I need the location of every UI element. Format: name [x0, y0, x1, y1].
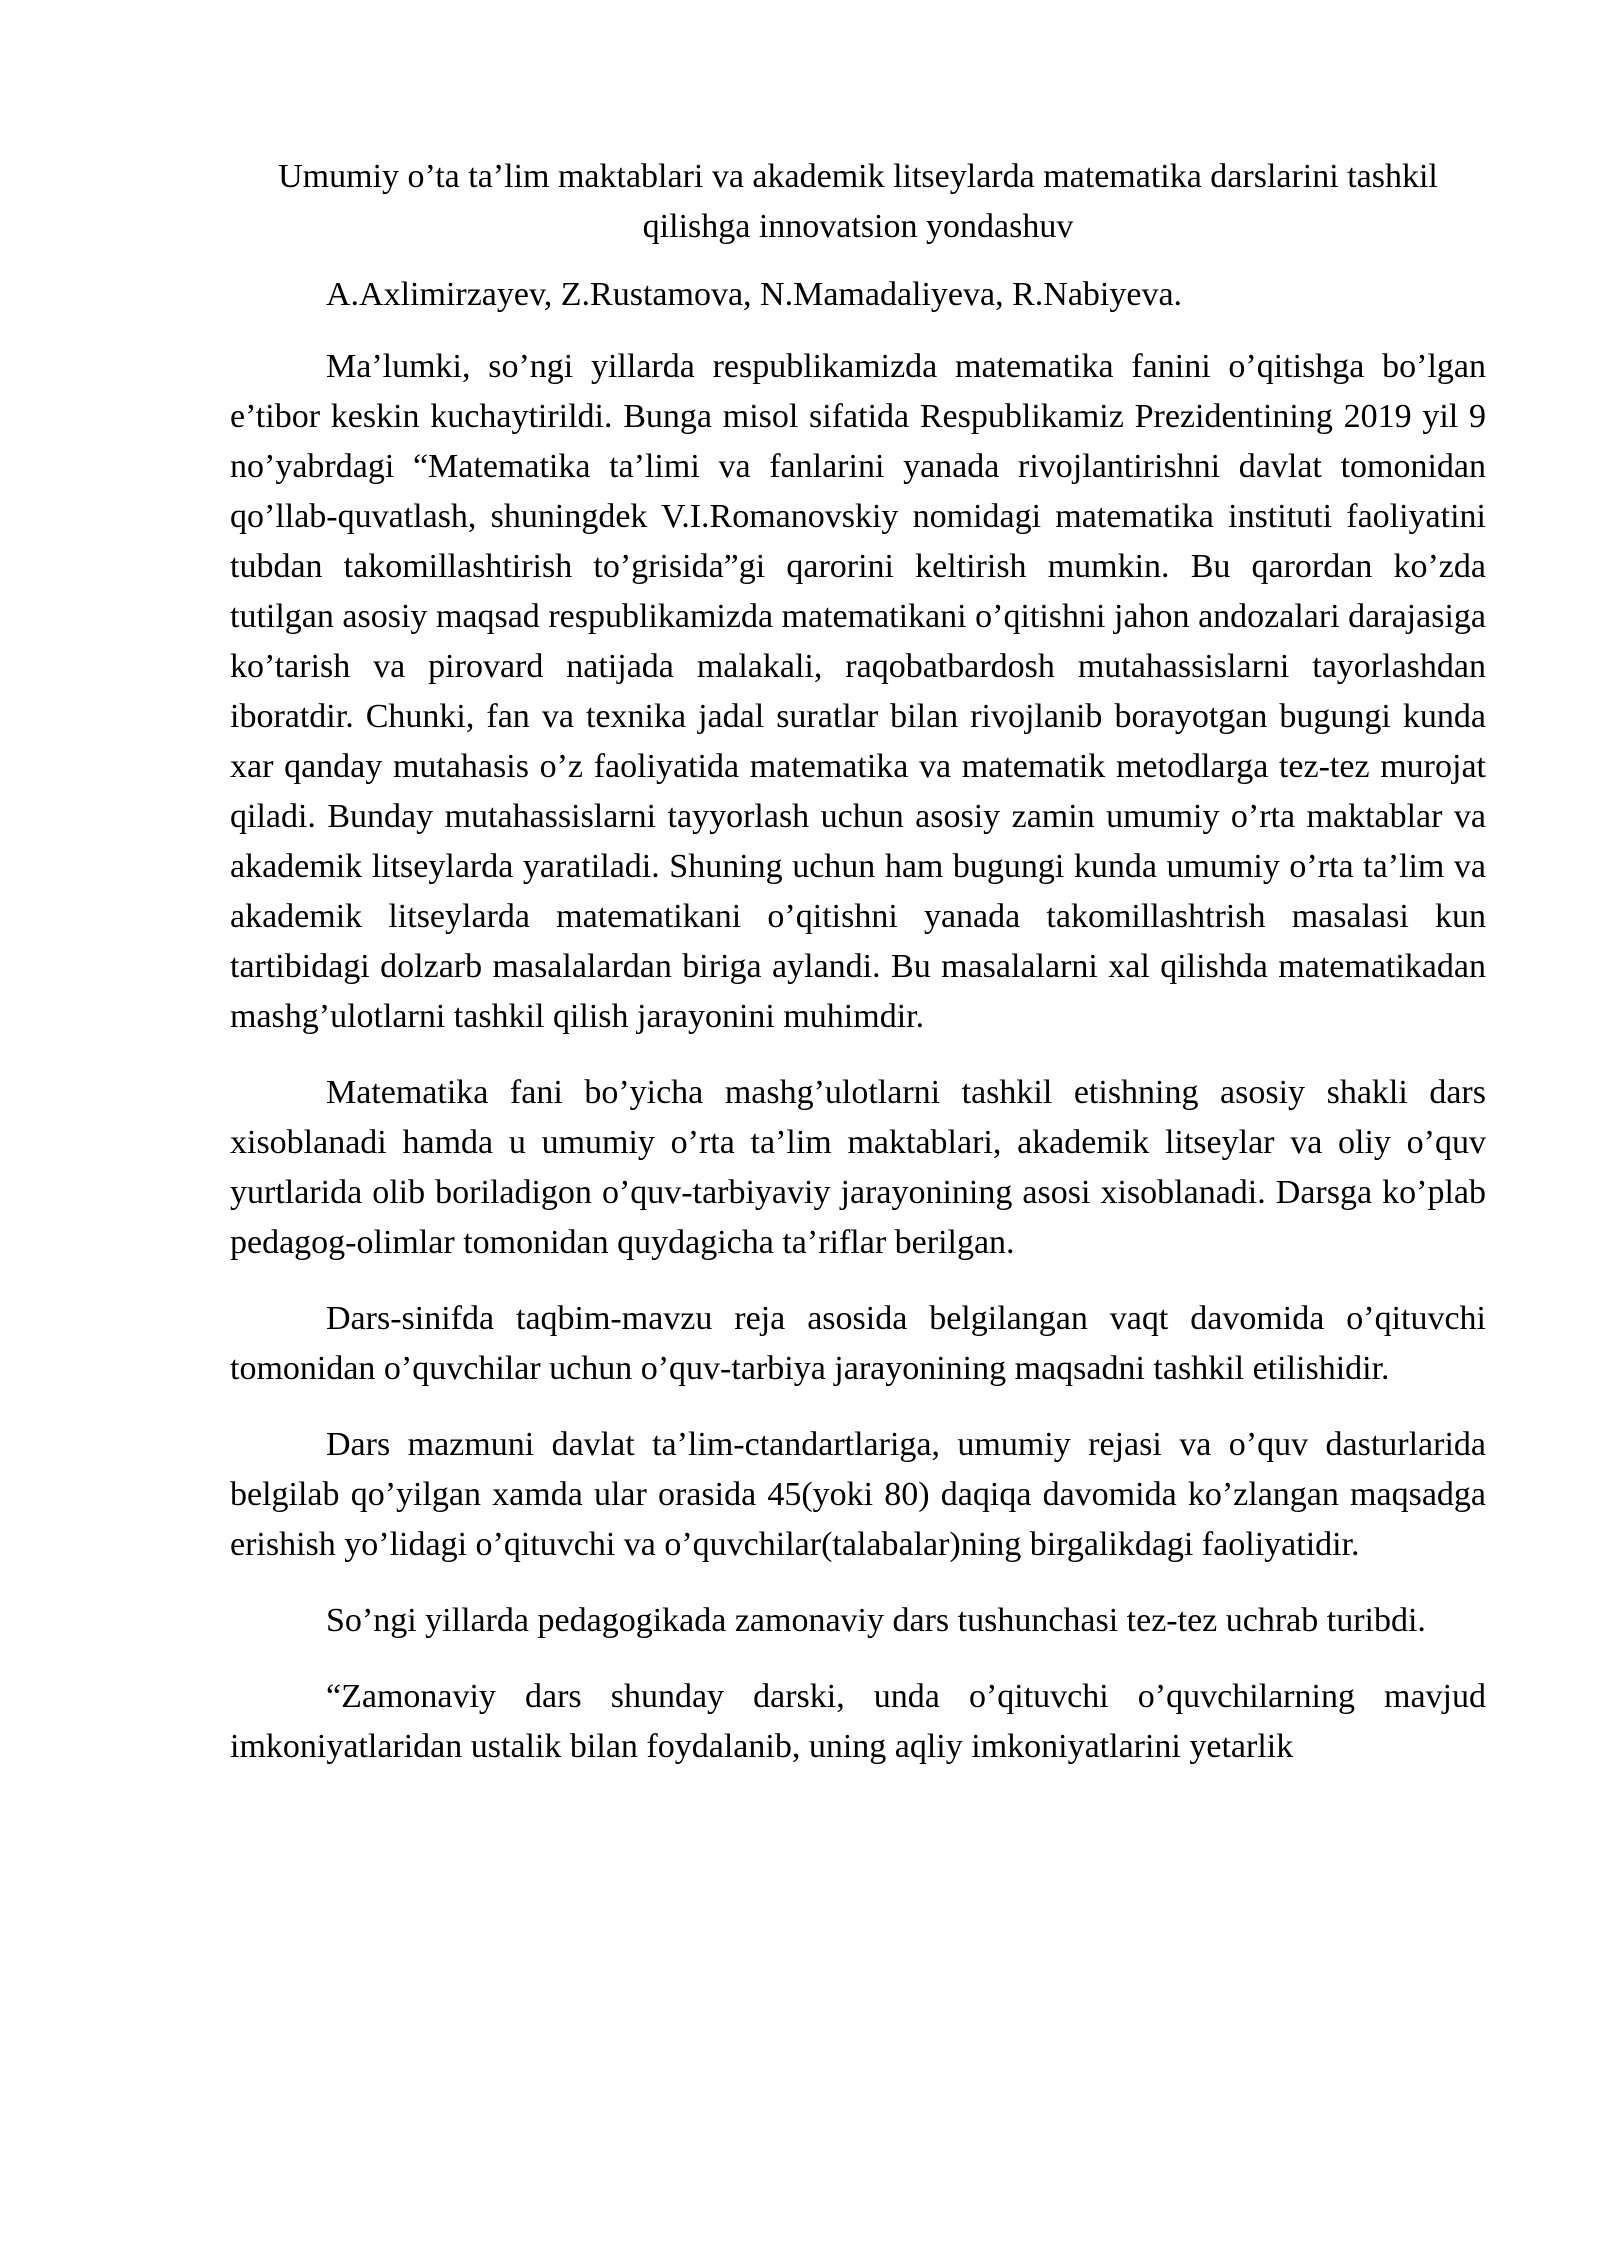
document-title: Umumiy o’ta ta’lim maktablari va akademik litseylarda matematika darslarini tashkil qilishga innovatsion yondashuv	[278, 158, 1438, 245]
document-content	[230, 152, 1486, 1772]
paragraph-5: So’ngi yillarda pedagogikada zamonaviy dars tushunchasi tez-tez uchrab turibdi.	[326, 1602, 1426, 1639]
paragraph-1: Ma’lumki, so’ngi yillarda respublikamizda matematika fanini o’qitishga bo’lgan e’tibor keskin kuchaytirildi. Bunga misol sifatida Respublikamiz Prezidentining 2019 yil 9 no’yabrdagi “Matematika ta’limi va fanlarini yanada rivojlantirishni davlat tomonidan qo’llab-quvatlash, shuningdek V.I.Romanovskiy nomidagi matematika instituti faoliyatini tubdan takomillashtirish to’grisida”gi qarorini keltirish mumkin. Bu qarordan ko’zda tutilgan asosiy maqsad respublikamizda matematikani o’qitishni jahon andozalari darajasiga ko’tarish va pirovard natijada malakali, raqobatbardosh mutahassislarni tayorlashdan iboratdir. Chunki, fan va texnika jadal suratlar bilan rivojlanib borayotgan bugungi kunda xar qanday mutahasis o’z faoliyatida matematika va matematik metodlarga tez-tez murojat qiladi. Bunday mutahassislarni tayyorlash uchun asosiy zamin umumiy o’rta maktablar va akademik litseylarda yaratiladi. Shuning uchun ham bugungi kunda umumiy o’rta ta’lim va akademik litseylarda matematikani o’qitishni yanada takomillashtrish masalasi kun tartibidagi dolzarb masalalardan biriga aylandi. Bu masalalarni xal qilishda matematikadan mashg’ulotlarni tashkil qilish jarayonini muhimdir.	[230, 348, 1486, 1035]
paragraph-4: Dars mazmuni davlat ta’lim-ctandartlariga, umumiy rejasi va o’quv dasturlarida belgilab qo’yilgan xamda ular orasida 45(yoki 80) daqiqa davomida ko’zlangan maqsadga erishish yo’lidagi o’qituvchi va o’quvchilar(talabalar)ning birgalikdagi faoliyatidir.	[230, 1426, 1486, 1563]
paragraph-2: Matematika fani bo’yicha mashg’ulotlarni tashkil etishning asosiy shakli dars xisoblanadi hamda u umumiy o’rta ta’lim maktablari, akademik litseylar va oliy o’quv yurtlarida olib boriladigon o’quv-tarbiyaviy jarayonining asosi xisoblanadi. Darsga ko’plab pedagog-olimlar tomonidan quydagicha ta’riflar berilgan.	[230, 1074, 1486, 1261]
document-authors: A.Axlimirzayev, Z.Rustamova, N.Mamadaliyeva, R.Nabiyeva.	[326, 276, 1183, 313]
paragraph-3: Dars-sinifda taqbim-mavzu reja asosida belgilangan vaqt davomida o’qituvchi tomonidan o’quvchilar uchun o’quv-tarbiya jarayonining maqsadni tashkil etilishidir.	[230, 1300, 1486, 1387]
paragraph-6: “Zamonaviy dars shunday darski, unda o’qituvchi o’quvchilarning mavjud imkoniyatlaridan ustalik bilan foydalanib, uning aqliy imkoniyatlarini yetarlik	[230, 1678, 1486, 1765]
